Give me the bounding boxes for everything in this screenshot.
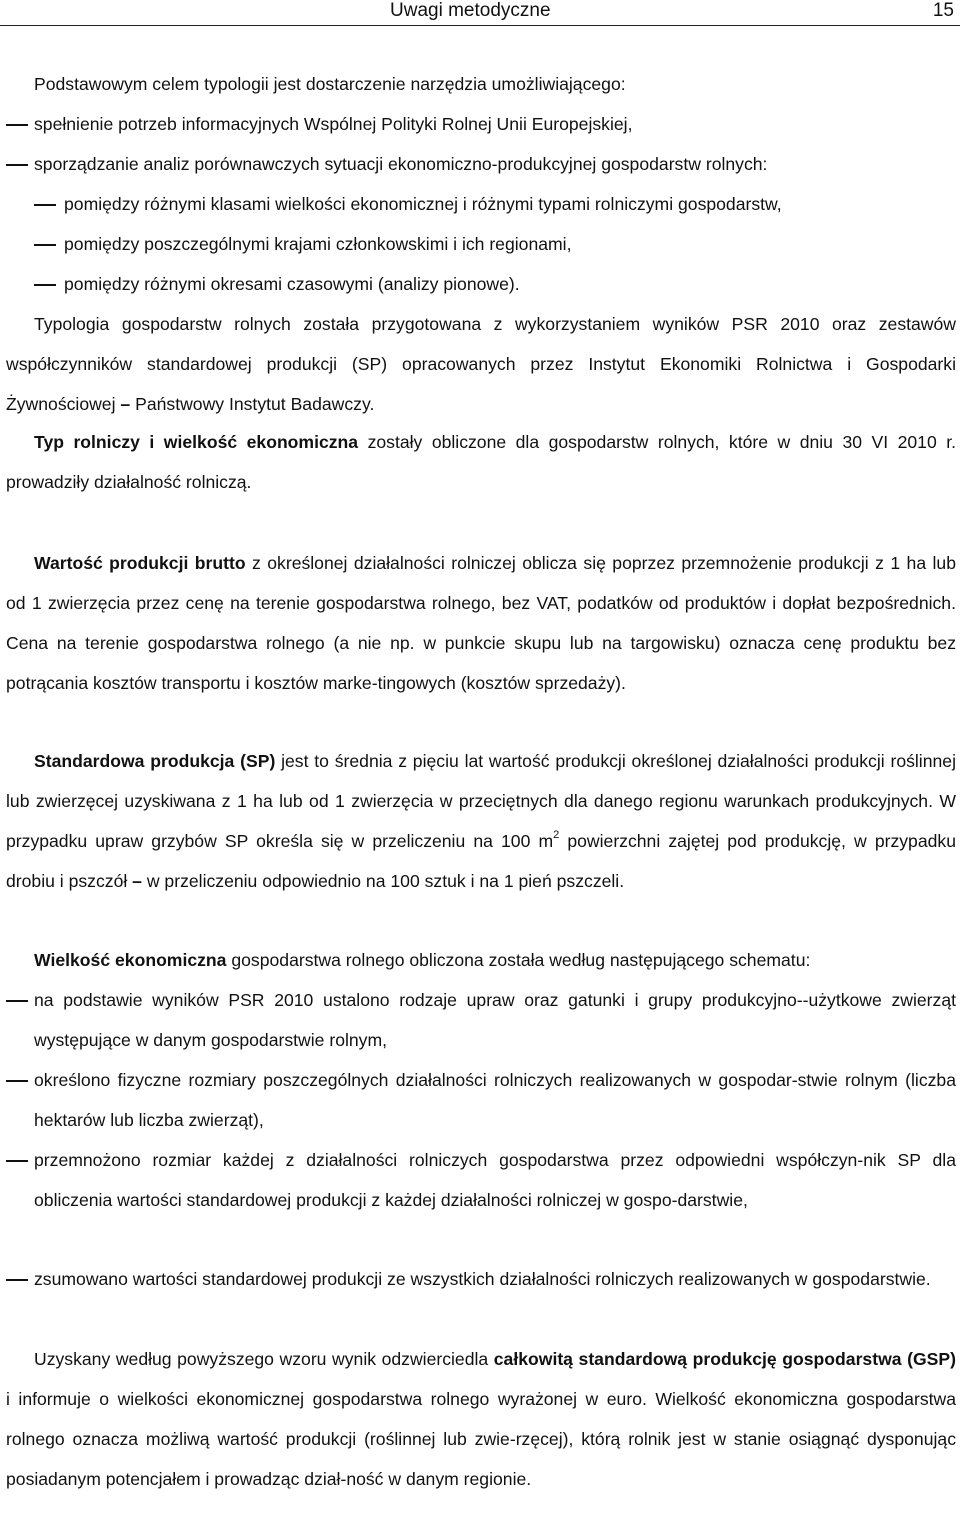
dash-bullet xyxy=(6,980,28,1020)
value-bold-term: Wartość produkcji brutto xyxy=(34,553,246,573)
sp-dash: – xyxy=(132,871,142,891)
typology-dash: – xyxy=(120,394,131,414)
size-text: gospodarstwa rolnego obliczona została według następującego schematu: xyxy=(226,950,811,970)
dash-bullet xyxy=(6,144,28,184)
page-header xyxy=(0,0,960,26)
paragraph-typology xyxy=(6,304,956,424)
intro-lead: Podstawowym celem typologii jest dostarczenie narzędzia umożliwiającego: xyxy=(34,74,626,94)
sp-text-b: powierzchni zajętej pod produkcję, w przypadku drobiu i pszczół xyxy=(6,831,956,891)
gsp-bold-term: całkowitą standardową produkcję gospodarstwa (GSP) xyxy=(493,1349,956,1369)
sp-text-a: jest to średnia z pięciu lat wartość produkcji określonej działalności produkcji roślinnej lub zwierzęcej uzyskiwana z 1 ha lub od 1 zwierzęcia w przeciętnych dla danego regionu warunkach produkcyjnych. W przypadku upraw grzybów SP określa się w przeliczeniu na 100 m xyxy=(6,751,956,851)
dash-bullet xyxy=(6,1060,28,1100)
paragraph-production-value xyxy=(6,543,956,703)
size-list-item-3: przemnożono rozmiar każdej z działalności rolniczych gospodarstwa przez odpowiedni współczyn-nik SP dla obliczenia wartości standardowej produkcji z każdej działalności rolniczej w gospo-darstwie, xyxy=(34,1150,956,1210)
size-list-item-4: zsumowano wartości standardowej produkcji ze wszystkich działalności rolniczych realizowanych w gospodarstwie. xyxy=(34,1269,931,1289)
intro-item-2: sporządzanie analiz porównawczych sytuacji ekonomiczno-produkcyjnej gospodarstw rolnych: xyxy=(34,154,768,174)
paragraph-economic-size xyxy=(34,940,810,980)
paragraph-gsp xyxy=(6,1339,956,1499)
size-list-item-1: na podstawie wyników PSR 2010 ustalono rodzaje upraw oraz gatunki i grupy produkcyjno--użytkowe zwierząt występujące w danym gospodarstwie rolnym, xyxy=(34,990,956,1050)
typology-text-a: Typologia gospodarstw rolnych została przygotowana z wykorzystaniem wyników PSR 2010 oraz zestawów współczynników standardowej produkcji (SP) opracowanych przez Instytut Ekonomiki Rolnictwa i Gospodarki Żywnościowej xyxy=(6,314,956,414)
paragraph-standard-production xyxy=(6,741,956,901)
dash-bullet xyxy=(6,1259,28,1299)
size-list-item-2: określono fizyczne rozmiary poszczególnych działalności rolniczych realizowanych w gospodar-stwie rolnym (liczba hektarów lub liczba zwierząt), xyxy=(34,1070,956,1130)
dash-bullet xyxy=(34,224,56,264)
gsp-text-b: i informuje o wielkości ekonomicznej gospodarstwa rolnego wyrażonej w euro. Wielkość ekonomiczna gospodarstwa rolnego oznacza możliwą wartość produkcji (roślinnej lub zwie-rzęcej), którą rolnik jest w stanie osiągnąć dysponując posiadanym potencjałem i prowadząc dział-ność w danym regionie. xyxy=(6,1389,956,1489)
sp-bold-term: Standardowa produkcja (SP) xyxy=(34,751,276,771)
type-bold-term: Typ rolniczy i wielkość ekonomiczna xyxy=(34,432,359,452)
dash-bullet xyxy=(6,1140,28,1180)
value-text: z określonej działalności rolniczej oblicza się poprzez przemnożenie produkcji z 1 ha lub od 1 zwierzęcia przez cenę na terenie gospodarstwa rolnego, bez VAT, podatków od produktów i dopłat bezpośrednich. Cena na terenie gospodarstwa rolnego (a nie np. w punkcie skupu lub na targowisku) oznacza cenę produktu bez potrącania kosztów transportu i kosztów marke-tingowych (kosztów sprzedaży). xyxy=(6,553,957,693)
gsp-text-a: Uzyskany według powyższego wzoru wynik odzwierciedla xyxy=(34,1349,494,1369)
header-title: Uwagi metodyczne xyxy=(390,0,551,21)
dash-bullet xyxy=(34,184,56,224)
intro-subitem-3: pomiędzy różnymi okresami czasowymi (analizy pionowe). xyxy=(64,274,520,294)
intro-subitem-2: pomiędzy poszczególnymi krajami członkowskimi i ich regionami, xyxy=(64,234,572,254)
typology-text-b: Państwowy Instytut Badawczy. xyxy=(130,394,375,414)
type-text: zostały obliczone dla gospodarstw rolnych, które w dniu 30 VI 2010 r. prowadziły działalność rolniczą. xyxy=(6,432,957,492)
page-number: 15 xyxy=(932,0,954,21)
paragraph-type xyxy=(6,422,956,502)
dash-bullet xyxy=(34,264,56,304)
dash-bullet xyxy=(6,104,28,144)
intro-subitem-1: pomiędzy różnymi klasami wielkości ekonomicznej i różnymi typami rolniczymi gospodarstw, xyxy=(64,194,782,214)
sp-text-c: w przeliczeniu odpowiednio na 100 sztuk i na 1 pień pszczeli. xyxy=(141,871,625,891)
sp-superscript: 2 xyxy=(553,829,560,841)
intro-item-1: spełnienie potrzeb informacyjnych Wspólnej Polityki Rolnej Unii Europejskiej, xyxy=(34,114,633,134)
size-bold-term: Wielkość ekonomiczna xyxy=(34,950,227,970)
